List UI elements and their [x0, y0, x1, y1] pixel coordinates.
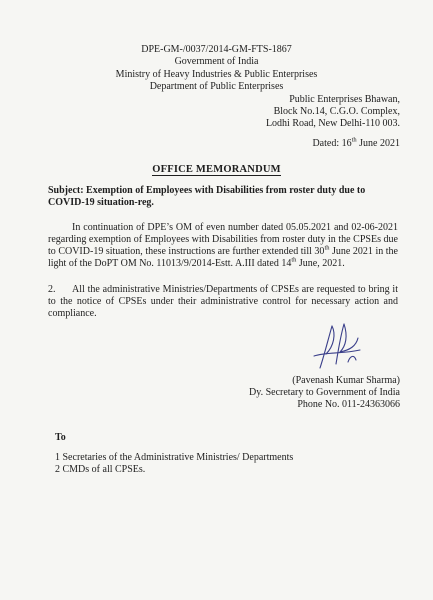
signatory-phone: Phone No. 011-24363066: [297, 399, 400, 410]
paragraph-2-number: 2.: [48, 284, 56, 295]
recipient-item: 1 Secretaries of the Administrative Ministries/ Departments: [55, 452, 294, 463]
ministry-line: Ministry of Heavy Industries & Public Enterprises: [115, 69, 318, 80]
signature-image: [306, 316, 366, 378]
paragraph-1: In continuation of DPE’s OM of even number dated 05.05.2021 and 02-06-2021 regarding exemption of Employees with Disabilities from roster duty in the CPSEs due to COVID-19 situation, these instructions are further extended till 30th June 2021 in the light of the DoPT OM No. 11013/9/2014-Estt. A.III dated 14th June, 2021.: [48, 222, 398, 269]
signatory-designation: Dy. Secretary to Government of India: [249, 387, 400, 398]
memo-subject: Subject: Exemption of Employees with Disabilities from roster duty due to COVID-19 situation-reg.: [48, 185, 366, 208]
memo-date: Dated: 16th June 2021: [312, 136, 400, 149]
recipient-item: 2 CMDs of all CPSEs.: [55, 464, 146, 475]
address-line-2: Block No.14, C.G.O. Complex,: [273, 106, 400, 117]
memo-title: OFFICE MEMORANDUM: [152, 164, 281, 175]
signatory-name: (Pavenash Kumar Sharma): [292, 375, 400, 386]
reference-number: DPE-GM-/0037/2014-GM-FTS-1867: [141, 44, 292, 55]
to-label: To: [55, 432, 66, 443]
paragraph-2: 2. All the administrative Ministries/Departments of CPSEs are requested to bring it to the notice of CPSEs under their administrative control for necessary action and compliance.: [48, 284, 398, 319]
government-line: Government of India: [174, 56, 259, 67]
address-line-1: Public Enterprises Bhawan,: [289, 94, 400, 105]
address-line-3: Lodhi Road, New Delhi-110 003.: [265, 118, 400, 129]
department-line: Department of Public Enterprises: [149, 81, 284, 92]
